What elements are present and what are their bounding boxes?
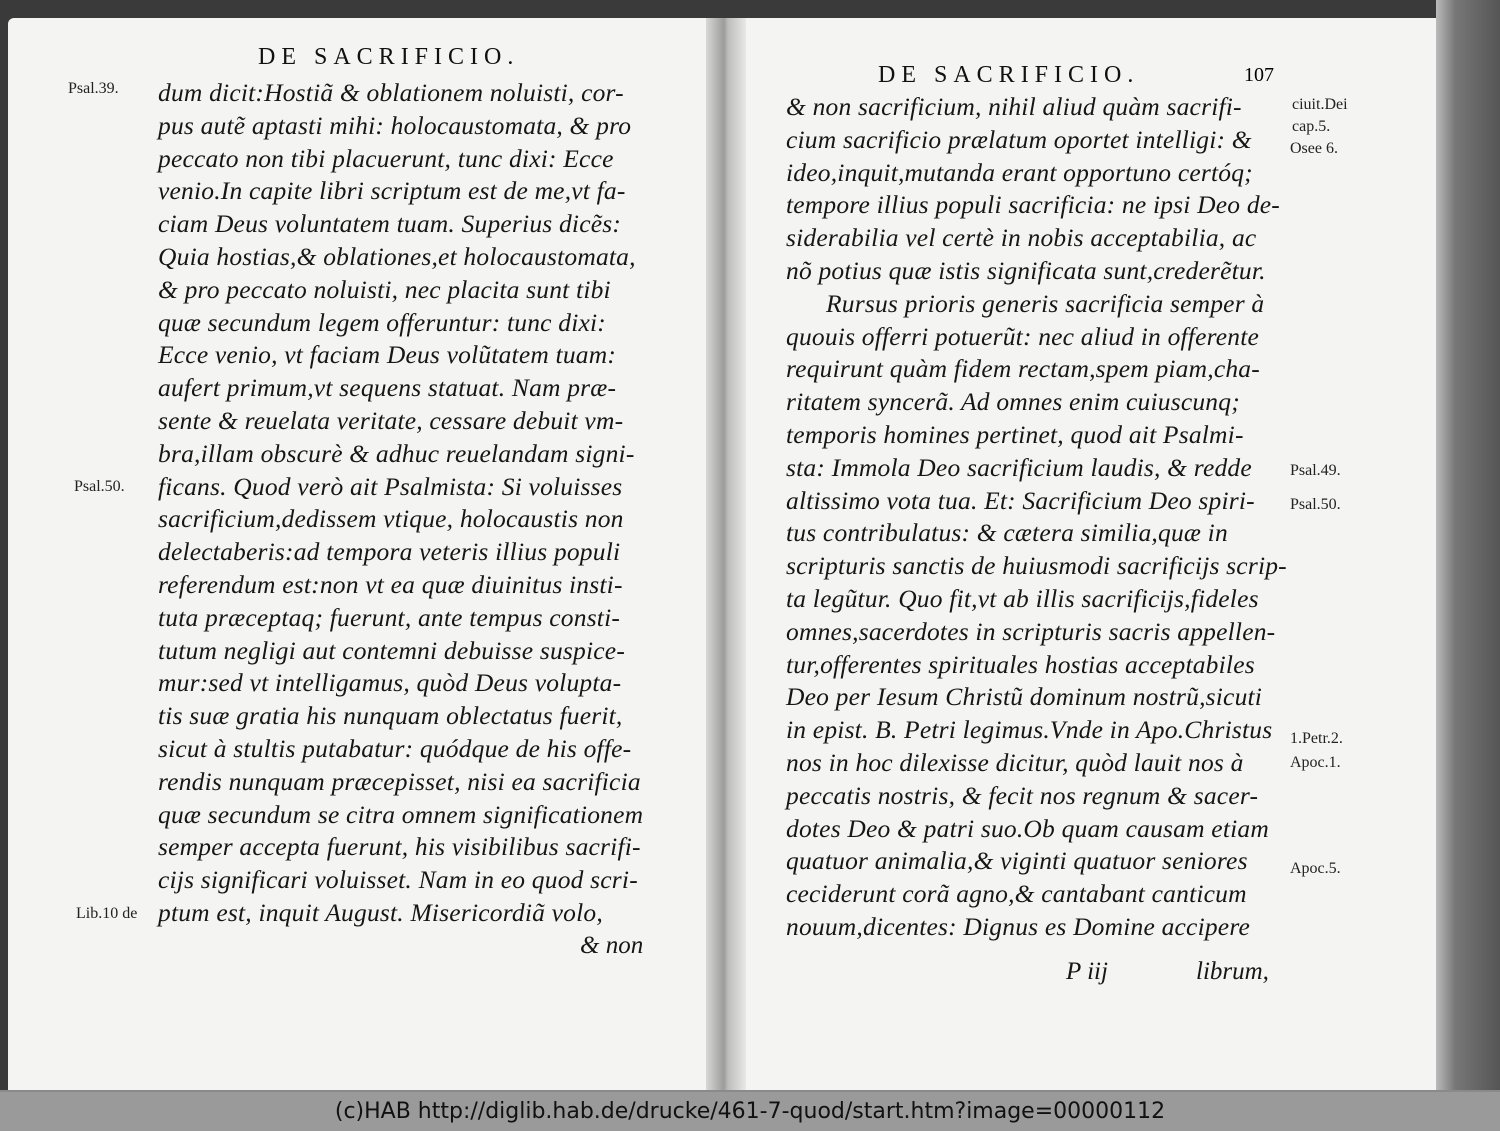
text-line: mur:sed vt intelligamus, quòd Deus volupta-: [158, 668, 622, 698]
text-line: omnes,sacerdotes in scripturis sacris appellen-: [786, 616, 1276, 646]
book-gutter: [706, 18, 746, 1090]
text-line: Rursus prioris generis sacrificia semper à: [826, 288, 1265, 318]
left-catchword: & non: [580, 932, 644, 959]
text-line: quouis offerri potuerũt: nec aliud in offerente: [786, 321, 1260, 351]
page-edge: [1436, 0, 1500, 1090]
text-line: nõ potius quæ istis significata sunt,crederẽtur.: [786, 256, 1266, 285]
text-line: sente & reuelata veritate, cessare debuit vm-: [158, 406, 624, 435]
right-marginal-note: Psal.49.: [1290, 462, 1341, 479]
text-line: ta legũtur. Quo fit,vt ab illis sacrificijs,fideles: [786, 584, 1259, 613]
right-marginal-note: 1.Petr.2.: [1290, 730, 1343, 747]
left-running-head: DE SACRIFICIO.: [258, 44, 520, 70]
text-line: requirunt quàm fidem rectam,spem piam,cha-: [786, 354, 1260, 384]
text-line: cijs significari voluisset. Nam in eo quod scri-: [158, 865, 638, 895]
text-line: tempore illius populi sacrificia: ne ipsi Deo de-: [786, 190, 1280, 220]
text-line: delectaberis:ad tempora veteris illius populi: [158, 537, 621, 567]
right-marginal-note: Psal.50.: [1290, 496, 1341, 513]
left-marginal-note: Psal.39.: [68, 80, 119, 97]
text-line: ciam Deus voluntatem tuam. Superius dicẽs:: [158, 209, 622, 239]
text-line: quæ secundum legem offeruntur: tunc dixi:: [158, 307, 606, 337]
text-line: bra,illam obscurè & adhuc reuelandam signi-: [158, 438, 635, 468]
text-line: ficans. Quod verò ait Psalmista: Si voluisses: [158, 471, 623, 501]
text-line: tuta præceptaq; fuerunt, ante tempus consti-: [158, 602, 621, 632]
text-line: dotes Deo & patri suo.Ob quam causam etiam: [786, 813, 1269, 843]
right-catchword: librum,: [1196, 958, 1269, 985]
text-line: sacrificium,dedissem vtique, holocaustis non: [158, 504, 624, 534]
left-marginal-note: Psal.50.: [74, 478, 125, 495]
text-line: & non sacrificium, nihil aliud quàm sacrifi-: [786, 92, 1242, 121]
text-line: temporis homines pertinet, quod ait Psalmi-: [786, 420, 1244, 449]
text-line: in epist. B. Petri legimus.Vnde in Apo.Christus: [786, 715, 1273, 745]
text-line: semper accepta fuerunt, his visibilibus sacrifi-: [158, 832, 641, 862]
text-line: referendum est:non vt ea quæ diuinitus insti-: [158, 570, 623, 599]
right-marginal-note: Apoc.5.: [1290, 860, 1341, 877]
text-line: Ecce venio, vt faciam Deus volũtatem tuam:: [158, 340, 617, 370]
text-line: Quia hostias,& oblationes,et holocaustomata,: [158, 242, 636, 271]
right-marginal-note: Apoc.1.: [1290, 754, 1341, 771]
text-line: venio.In capite libri scriptum est de me,vt fa-: [158, 176, 626, 206]
text-line: tutum negligi aut contemni debuisse suspice-: [158, 635, 626, 665]
text-line: Deo per Iesum Christũ dominum nostrũ,sicuti: [786, 682, 1263, 712]
text-line: rendis nunquam præcepisset, nisi ea sacrificia: [158, 766, 641, 796]
text-line: altissimo vota tua. Et: Sacrificium Deo spiri-: [786, 485, 1255, 515]
text-line: ritatem syncerã. Ad omnes enim cuiuscunq;: [786, 387, 1240, 417]
right-marginal-note: ciuit.Dei: [1292, 96, 1348, 113]
text-line: dum dicit:Hostiã & oblationem noluisti, cor-: [158, 78, 624, 107]
signature-mark: P iij: [1066, 958, 1108, 985]
text-line: tus contribulatus: & cætera similia,quæ in: [786, 518, 1228, 548]
text-line: & pro peccato noluisti, nec placita sunt tibi: [158, 274, 611, 304]
right-running-head: DE SACRIFICIO.: [878, 62, 1140, 88]
right-marginal-note: cap.5.: [1292, 118, 1331, 135]
text-line: siderabilia vel certè in nobis acceptabilia, ac: [786, 223, 1257, 253]
text-line: ideo,inquit,mutanda erant opportuno certóq;: [786, 157, 1253, 187]
text-line: quæ secundum se citra omnem significationem: [158, 799, 644, 829]
left-marginal-note: Lib.10 de: [76, 905, 138, 922]
text-line: quatuor animalia,& viginti quatuor seniores: [786, 846, 1248, 876]
text-line: peccato non tibi placuerunt, tunc dixi: Ecce: [158, 143, 614, 173]
text-line: pus autẽ aptasti mihi: holocaustomata, & pro: [158, 110, 632, 140]
text-line: ptum est, inquit August. Misericordiã volo,: [158, 898, 603, 927]
text-line: cium sacrificio prælatum oportet intelligi: &: [786, 124, 1252, 154]
text-line: peccatis nostris, & fecit nos regnum & sacer-: [786, 780, 1259, 810]
right-marginal-note: Osee 6.: [1290, 140, 1338, 157]
folio-number: 107: [1244, 64, 1274, 86]
text-line: tur,offerentes spirituales hostias acceptabiles: [786, 649, 1255, 679]
text-line: aufert primum,vt sequens statuat. Nam præ-: [158, 373, 617, 403]
text-line: sta: Immola Deo sacrificium laudis, & redde: [786, 452, 1252, 482]
text-line: nos in hoc dilexisse dicitur, quòd lauit nos à: [786, 748, 1244, 777]
text-line: sicut à stultis putabatur: quódque de his offe-: [158, 734, 632, 763]
text-line: scripturis sanctis de huiusmodi sacrificijs scrip-: [786, 551, 1287, 581]
text-line: tis suæ gratia his nunquam oblectatus fuerit,: [158, 701, 623, 731]
footer-credit: (c)HAB http://diglib.hab.de/drucke/461-7-quod/start.htm?image=00000112: [0, 1092, 1500, 1131]
text-line: ceciderunt corã agno,& cantabant canticum: [786, 879, 1247, 909]
text-line: nouum,dicentes: Dignus es Domine accipere: [786, 912, 1251, 941]
